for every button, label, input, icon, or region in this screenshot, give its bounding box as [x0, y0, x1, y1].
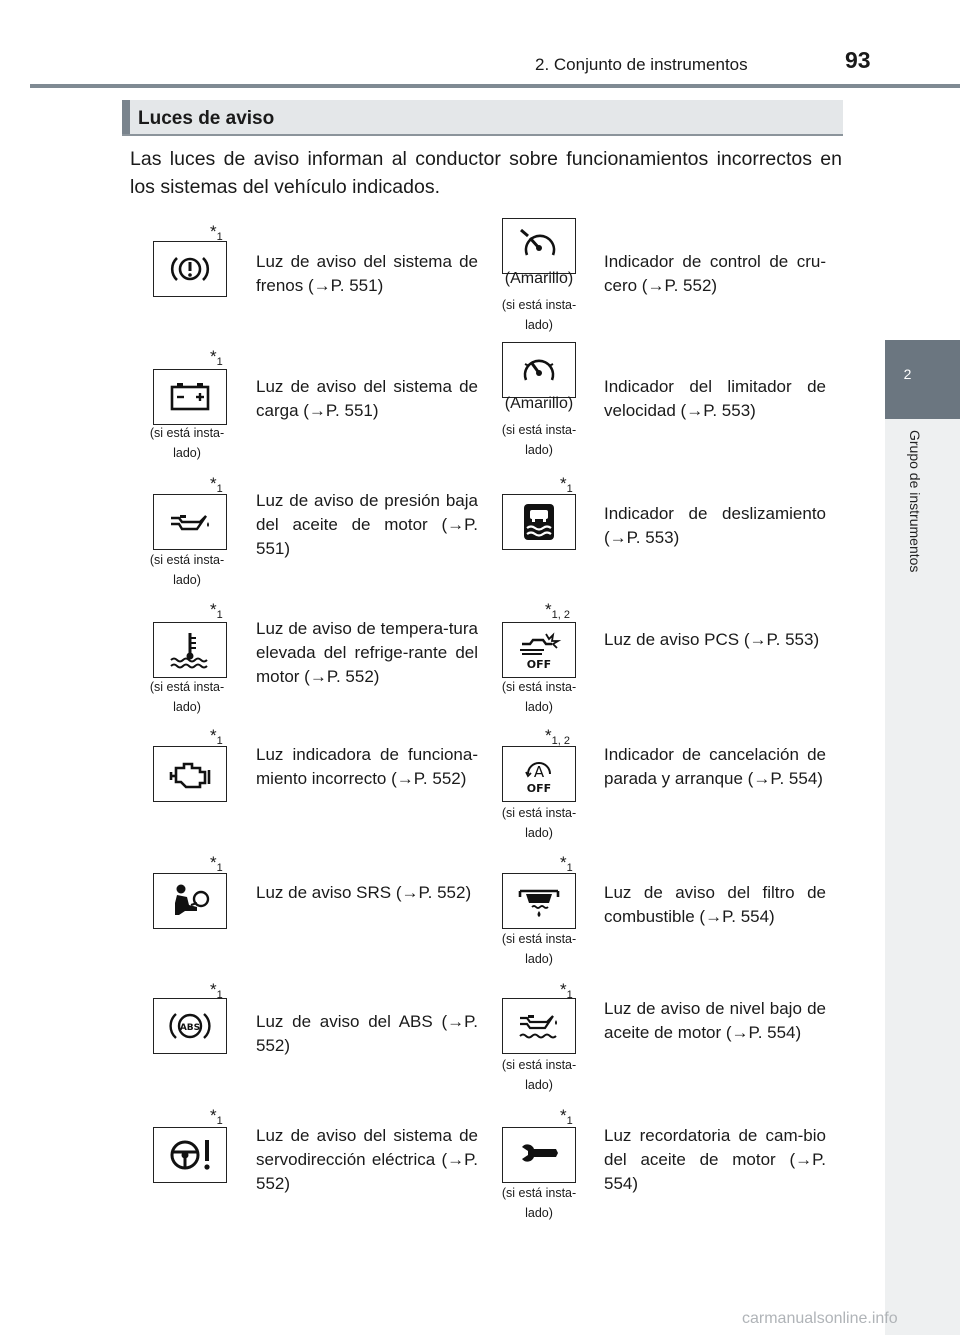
row7-right-desc: Luz de aviso de nivel bajo de aceite de motor (→P. 554) — [604, 999, 826, 1042]
footnote-mark: $*_1$ — [210, 726, 223, 747]
svg-text:A: A — [533, 763, 545, 781]
srs-airbag-icon — [153, 873, 227, 929]
box-accent — [122, 100, 130, 134]
fuel-filter-icon — [502, 873, 576, 929]
row1-right-desc: Indicador de control de cru-cero (→P. 552) — [604, 252, 826, 295]
power-steering-icon — [153, 1127, 227, 1183]
installed-note: (si está insta-lado) — [501, 1186, 577, 1220]
slip-indicator-icon — [502, 494, 576, 550]
row7-left-desc: Luz de aviso del ABS (→P. 552) — [256, 1012, 478, 1055]
footnote-mark: $*_1$ — [560, 980, 573, 1001]
chapter-tab — [885, 340, 960, 419]
svg-text:OFF: OFF — [526, 658, 552, 670]
stop-start-off-icon — [502, 746, 576, 802]
installed-note: (si está insta-lado) — [501, 298, 577, 332]
row3-right-desc: Indicador de deslizamiento (→P. 553) — [604, 504, 826, 547]
chapter-label: Grupo de instrumentos — [907, 430, 923, 573]
installed-note: (si está insta-lado) — [501, 932, 577, 966]
footnote-mark: $*_1$ — [210, 347, 223, 368]
row2-left-desc: Luz de aviso del sistema de carga (→P. 551) — [256, 377, 478, 420]
svg-text:ABS: ABS — [179, 1023, 201, 1033]
abs-icon — [153, 998, 227, 1054]
footnote-mark: $*_1$ — [560, 1106, 573, 1127]
footnote-mark: $*_1$ — [560, 853, 573, 874]
section-title: 2. Conjunto de instrumentos — [535, 55, 748, 74]
watermark: carmanualsonline.info — [742, 1310, 898, 1327]
installed-note: (si está insta-lado) — [149, 426, 225, 460]
row6-right-desc: Luz de aviso del filtro de combustible (→P. 554) — [604, 883, 826, 926]
svg-text:OFF: OFF — [526, 782, 552, 794]
oil-change-wrench-icon — [502, 1127, 576, 1183]
row4-right-desc: Luz de aviso PCS (→P. 553) — [604, 630, 820, 649]
check-engine-icon — [153, 746, 227, 802]
speed-limiter-icon — [502, 342, 576, 398]
footnote-mark: $*_1$ — [210, 222, 223, 243]
row1-left-desc: Luz de aviso del sistema de frenos (→P. 551) — [256, 252, 478, 295]
pcs-off-icon — [502, 622, 576, 678]
footnote-mark: $*_1$ — [560, 474, 573, 495]
row2-right-desc: Indicador del limitador de velocidad (→P. 553) — [604, 377, 826, 420]
footnote-mark: $*_1$ — [210, 600, 223, 621]
box-underline — [122, 134, 843, 136]
installed-note: (si está insta-lado) — [501, 680, 577, 714]
coolant-temperature-icon — [153, 622, 227, 678]
row4-left-desc: Luz de aviso de tempera-tura elevada del refrige-rante del motor (→P. 552) — [256, 619, 478, 686]
installed-note: (si está insta-lado) — [501, 806, 577, 840]
box-header — [122, 100, 843, 134]
row8-right-desc: Luz recordatoria de cam-bio del aceite de motor (→P. 554) — [604, 1126, 826, 1193]
brake-warning-icon — [153, 241, 227, 297]
amarillo-note: (Amarillo) — [504, 395, 574, 412]
row8-left-desc: Luz de aviso del sistema de servodirección eléctrica (→P. 552) — [256, 1126, 478, 1193]
footnote-mark: $*_{1, 2}$ — [545, 600, 570, 621]
amarillo-note: (Amarillo) — [504, 270, 574, 287]
row3-left-desc: Luz de aviso de presión baja del aceite de motor (→P. 551) — [256, 491, 478, 558]
row5-right-desc: Indicador de cancelación de parada y arranque (→P. 554) — [604, 745, 826, 788]
header-rule — [30, 84, 960, 88]
oil-pressure-icon — [153, 494, 227, 550]
page-number: 93 — [845, 47, 871, 73]
low-oil-level-icon — [502, 998, 576, 1054]
footnote-mark: $*_1$ — [210, 853, 223, 874]
box-title: Luces de aviso — [138, 108, 275, 129]
footnote-mark: $*_{1, 2}$ — [545, 726, 570, 747]
installed-note: (si está insta-lado) — [501, 1058, 577, 1092]
cruise-control-icon — [502, 218, 576, 274]
footnote-mark: $*_1$ — [210, 980, 223, 1001]
row6-left-desc: Luz de aviso SRS (→P. 552) — [256, 883, 472, 902]
intro-paragraph: Las luces de aviso informan al conductor sobre funcionamientos incorrectos en los sistemas del vehículo indicados. — [130, 148, 842, 198]
installed-note: (si está insta-lado) — [149, 553, 225, 587]
footnote-mark: $*_1$ — [210, 474, 223, 495]
chapter-number: 2 — [903, 366, 912, 382]
installed-note: (si está insta-lado) — [501, 423, 577, 457]
battery-icon — [153, 369, 227, 425]
row5-left-desc: Luz indicadora de funciona-miento incorrecto (→P. 552) — [256, 745, 478, 788]
footnote-mark: $*_1$ — [210, 1106, 223, 1127]
installed-note: (si está insta-lado) — [149, 680, 225, 714]
